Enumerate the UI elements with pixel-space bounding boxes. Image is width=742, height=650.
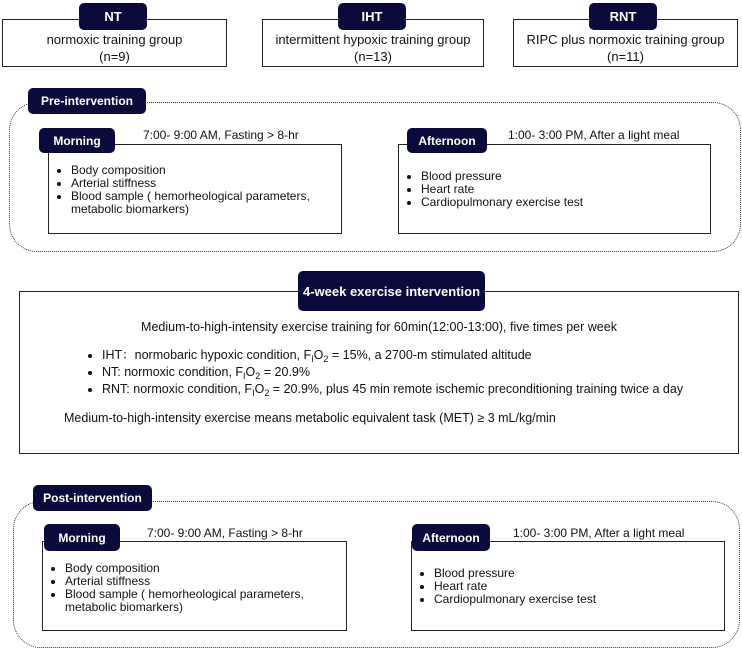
- condition-iht: [102, 347, 683, 364]
- intervention-tag: 4-week exercise intervention: [298, 271, 485, 311]
- group-iht-name: intermittent hypoxic training group: [275, 32, 471, 47]
- group-rnt-count: (n=11): [607, 49, 644, 64]
- group-iht-tag: IHT: [338, 3, 406, 30]
- intervention-note: Medium-to-high-intensity exercise means metabolic equivalent task (MET) ≥ 3 mL/kg/min: [64, 411, 556, 425]
- list-item: • Heart rate: [421, 183, 710, 196]
- post-morning-list: [43, 562, 346, 614]
- pre-morning-box: [48, 144, 342, 234]
- list-item: • Blood sample ( hemorheological parameters, metabolic biomarkers): [65, 588, 346, 614]
- condition-nt-suffix: = 20.9%: [260, 365, 310, 379]
- condition-iht-o2-sub: 2: [323, 354, 329, 364]
- pre-afternoon-list: [399, 170, 710, 209]
- condition-nt-o2-sub: 2: [255, 371, 261, 381]
- list-item: • Body composition: [71, 164, 341, 177]
- condition-iht-o2: O: [313, 348, 324, 362]
- post-morning-tag: Morning: [44, 524, 120, 551]
- list-item: • Cardiopulmonary exercise test: [434, 593, 724, 606]
- list-item: • Blood sample ( hemorheological parameters, metabolic biomarkers): [71, 190, 341, 216]
- list-item: • Body composition: [65, 562, 346, 575]
- pre-morning-time: 7:00- 9:00 AM, Fasting > 8-hr: [143, 128, 299, 142]
- post-afternoon-box: [411, 541, 725, 631]
- post-morning-box: [42, 541, 347, 631]
- condition-rnt-o2-sub: 2: [264, 388, 270, 398]
- condition-rnt-prefix: RNT: normoxic condition, F: [102, 382, 253, 396]
- pre-morning-tag: Morning: [39, 128, 115, 153]
- group-nt-tag: NT: [79, 3, 147, 30]
- group-nt-name: normoxic training group: [46, 32, 183, 47]
- post-afternoon-list: [412, 567, 724, 606]
- condition-iht-prefix: IHT：normobaric hypoxic condition, F: [102, 348, 312, 362]
- list-item: • Heart rate: [434, 580, 724, 593]
- intervention-summary: Medium-to-high-intensity exercise training for 60min(12:00-13:00), five times per week: [141, 320, 617, 334]
- list-item: • Arterial stiffness: [65, 575, 346, 588]
- condition-iht-suffix: = 15%, a 2700-m stimulated altitude: [328, 348, 532, 362]
- post-morning-time: 7:00- 9:00 AM, Fasting > 8-hr: [147, 526, 303, 540]
- condition-nt: [102, 364, 683, 381]
- post-afternoon-tag: Afternoon: [412, 524, 490, 551]
- intervention-box: [19, 291, 739, 454]
- post-afternoon-time: 1:00- 3:00 PM, After a light meal: [513, 526, 685, 540]
- list-item: • Blood pressure: [421, 170, 710, 183]
- condition-rnt: [102, 381, 683, 398]
- group-rnt-tag: RNT: [589, 3, 657, 30]
- list-item: • Arterial stiffness: [71, 177, 341, 190]
- condition-rnt-suffix: = 20.9%, plus 45 min remote ischemic preconditioning training twice a day: [269, 382, 684, 396]
- pre-morning-list: [49, 164, 341, 216]
- pre-intervention-tag: Pre-intervention: [28, 88, 146, 114]
- condition-nt-o2: O: [245, 365, 256, 379]
- group-iht-count: (n=13): [354, 49, 392, 64]
- pre-afternoon-box: [398, 144, 711, 234]
- pre-afternoon-time: 1:00- 3:00 PM, After a light meal: [508, 128, 680, 142]
- condition-nt-prefix: NT: normoxic condition, F: [102, 365, 244, 379]
- condition-rnt-f-sub: I: [252, 388, 255, 398]
- condition-iht-f-sub: I: [311, 354, 314, 364]
- group-nt-count: (n=9): [99, 49, 130, 64]
- intervention-conditions: [80, 347, 683, 398]
- list-item: • Cardiopulmonary exercise test: [421, 196, 710, 209]
- condition-nt-f-sub: I: [243, 371, 246, 381]
- list-item: • Blood pressure: [434, 567, 724, 580]
- pre-afternoon-tag: Afternoon: [407, 128, 487, 153]
- condition-rnt-o2: O: [254, 382, 265, 396]
- post-intervention-tag: Post-intervention: [33, 485, 152, 511]
- group-rnt-name: RIPC plus normoxic training group: [526, 32, 725, 47]
